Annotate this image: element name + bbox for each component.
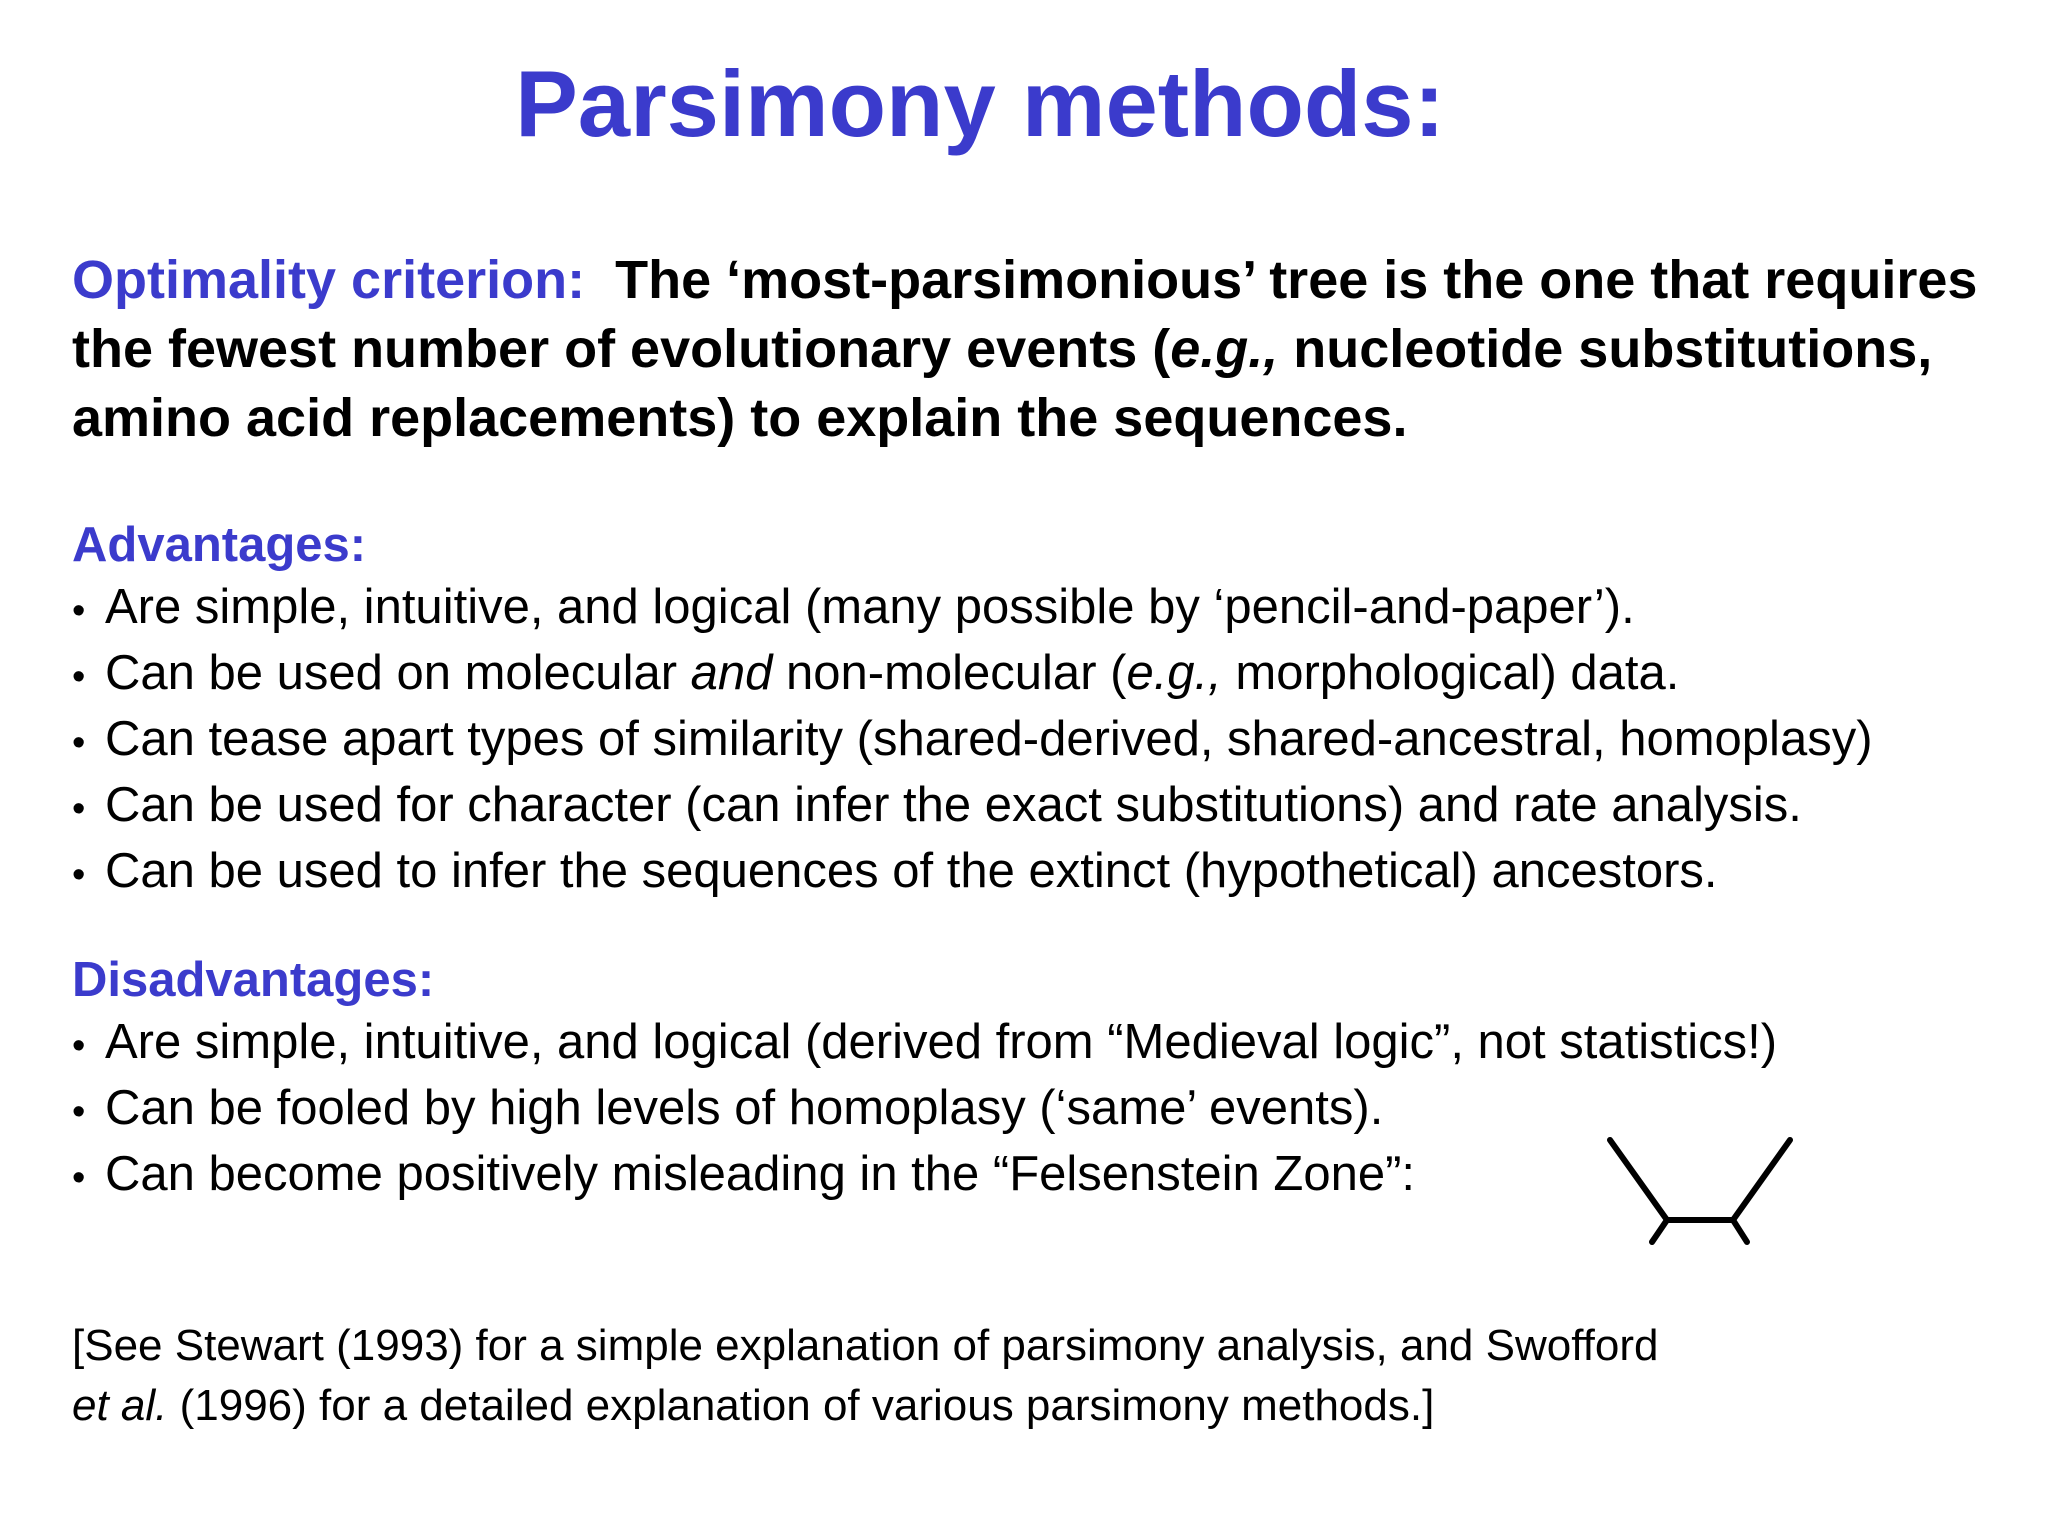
bullet-icon: •	[72, 854, 86, 896]
tree-long-branch-right	[1733, 1140, 1790, 1220]
bullet-icon: •	[72, 590, 86, 632]
list-item-text: Are simple, intuitive, and logical (derived from “Medieval logic”, not statistics!)	[105, 1015, 1778, 1069]
bullet-icon: •	[72, 1091, 86, 1133]
list-item	[72, 576, 2032, 642]
advantages-heading: Advantages:	[72, 518, 367, 572]
list-item	[72, 1011, 2032, 1077]
tree-short-branch-right	[1733, 1220, 1747, 1242]
advantages-list	[72, 576, 2032, 906]
bullet-icon: •	[72, 1157, 86, 1199]
optimality-criterion	[72, 246, 2012, 453]
list-item	[72, 774, 2032, 840]
optimality-criterion-italic: e.g.,	[1170, 319, 1279, 379]
felsenstein-zone-tree-diagram	[1590, 1120, 1810, 1260]
tree-short-branch-left	[1652, 1220, 1667, 1242]
list-item	[72, 642, 2032, 708]
list-item	[72, 840, 2032, 906]
list-item-text: Can be used on molecular and non-molecular (e.g., morphological) data.	[105, 646, 1680, 700]
tree-long-branch-left	[1610, 1140, 1667, 1220]
advantages-section	[72, 515, 2032, 906]
list-item-text: Are simple, intuitive, and logical (many possible by ‘pencil-and-paper’).	[105, 580, 1635, 634]
optimality-criterion-text-1: The ‘most-parsimonious’ tree is the one that requires the fewest number of evolutionary events (	[72, 250, 1978, 379]
list-item-text: Can be fooled by high levels of homoplasy (‘same’ events).	[105, 1081, 1384, 1135]
reference-note	[72, 1316, 1972, 1436]
reference-text-1: [See Stewart (1993) for a simple explanation of parsimony analysis, and Swofford	[72, 1321, 1659, 1370]
optimality-criterion-label: Optimality criterion:	[72, 250, 586, 310]
bullet-icon: •	[72, 722, 86, 764]
bullet-icon: •	[72, 1025, 86, 1067]
bullet-icon: •	[72, 656, 86, 698]
reference-italic: et al.	[72, 1381, 168, 1430]
list-item-text: Can tease apart types of similarity (shared-derived, shared-ancestral, homoplasy)	[105, 712, 1873, 766]
list-item-text: Can become positively misleading in the “Felsenstein Zone”:	[105, 1147, 1416, 1201]
list-item-text: Can be used for character (can infer the exact substitutions) and rate analysis.	[105, 778, 1802, 832]
optimality-criterion-text-2: nucleotide substitutions, amino acid replacements) to explain the sequences.	[72, 319, 1933, 448]
reference-text-2: (1996) for a detailed explanation of various parsimony methods.]	[167, 1381, 1435, 1430]
bullet-icon: •	[72, 788, 86, 830]
list-item	[72, 708, 2032, 774]
slide-title: Parsimony methods:	[515, 51, 1445, 156]
list-item-text: Can be used to infer the sequences of the extinct (hypothetical) ancestors.	[105, 844, 1718, 898]
disadvantages-heading: Disadvantages:	[72, 953, 435, 1007]
